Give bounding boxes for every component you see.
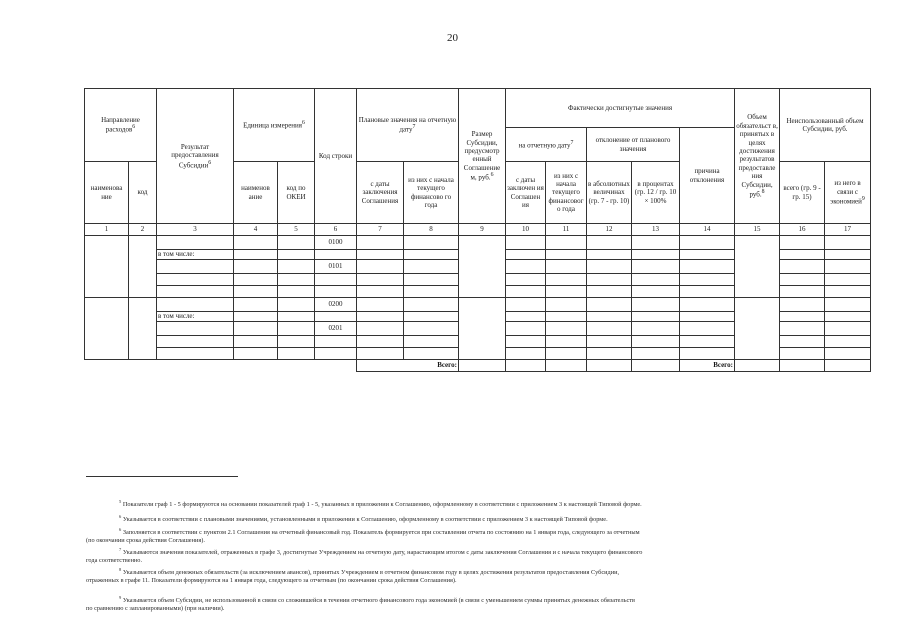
- footnote-continuation: года соответственно.: [86, 557, 143, 564]
- header-rezultat: Результат предоставления Субсидии$^6$: [157, 89, 234, 224]
- header-kod-stroki: Код строки: [315, 89, 357, 224]
- col-number: 11: [546, 224, 587, 236]
- header-naimenovanie: наименова ние: [85, 162, 129, 224]
- col-number: 15: [735, 224, 780, 236]
- row-label: в том числе:: [157, 250, 234, 260]
- footnote: $^7$ Указываются значения показателей, отраженных в графе 3, достигнутые Учреждением на отчетную дату, нарастающим итогом с даты заключения Соглашения и с начала текущего финансового: [119, 547, 643, 557]
- footnote-continuation: по сравнению с запланированными) (при наличии).: [86, 605, 225, 612]
- footnote: $^8$ Указывается объем денежных обязательств (за исключением авансов), принятых Учреждением в отчетном финансовом году в целях достижения результатов предоставления Субсидии,: [119, 567, 620, 577]
- header-s-daty: с даты заключения Соглашения: [357, 162, 404, 224]
- header-naimenovanie-ed: наименов ание: [234, 162, 278, 224]
- header-prichina: причина отклонения: [680, 128, 735, 224]
- col-number: 10: [506, 224, 546, 236]
- col-number: 16: [780, 224, 825, 236]
- table-row: [85, 298, 871, 312]
- footnote-separator: [86, 476, 238, 477]
- header-kod-okei: код по ОКЕИ: [278, 162, 315, 224]
- footnote-continuation: отраженных в графе 11. Показатели формируются на 1 января года, следующего за отчетным (по окончании срока действия Соглашения).: [86, 577, 457, 584]
- header-fakt: Фактически достигнутые значения: [506, 89, 735, 128]
- header-obem: Объем обязательст в, принятых в целях достижения результатов предоставле ния Субсидии, руб.$^8$: [735, 89, 780, 224]
- header-plan: Плановые значения на отчетную дату$^7$: [357, 89, 459, 162]
- col-number: 17: [825, 224, 871, 236]
- footnote-continuation: (по окончании срока действия Соглашения).: [86, 537, 205, 544]
- footnote: $^9$ Указывается объем Субсидии, не использованной в связи со сложившейся в течении отчетного финансового года экономией (в связи с уменьшением суммы принятых денежных обязательств: [119, 595, 635, 605]
- total-label: Всего:: [357, 360, 459, 372]
- report-table: [84, 88, 871, 372]
- footnote: $^6$ Указывается в соответствии с плановыми значениями, установленными в приложении к Соглашению, оформленному в соответствии с приложением 3 к настоящей Типовой форме.: [119, 514, 608, 524]
- total-label-fakt: Всего:: [680, 360, 735, 372]
- row-code: 0101: [315, 260, 357, 274]
- col-number: 9: [459, 224, 506, 236]
- col-number: 12: [587, 224, 632, 236]
- table-row: [85, 236, 871, 250]
- col-number: 6: [315, 224, 357, 236]
- header-v-abs: в абсолютных величинах (гр. 7 - гр. 10): [587, 162, 632, 224]
- col-number: 7: [357, 224, 404, 236]
- col-number: 3: [157, 224, 234, 236]
- footnote: $^6$ Заполняется в соответствии с пунктом 2.1 Соглашения на отчетный финансовый год. Показатель формируется при составлении отчета по состоянию на 1 января года, следующего за отчетным: [119, 527, 640, 537]
- total-row: [85, 360, 871, 372]
- footnote: $^5$ Показатели граф 1 - 5 формируются на основании показателей граф 1 - 5, указанных в приложении к Соглашению, оформленному в соответствии с приложением 3 к настоящей Типовой форме.: [119, 499, 642, 509]
- header-iz-nego: из него в связи с экономией$^9$: [825, 162, 871, 224]
- row-label: в том числе:: [157, 312, 234, 322]
- column-numbers-row: [85, 224, 871, 236]
- row-code: 0200: [315, 298, 357, 312]
- col-number: 13: [632, 224, 680, 236]
- row-code: 0201: [315, 322, 357, 336]
- header-neispolz: Неиспользованный объем Субсидии, руб.: [780, 89, 871, 162]
- col-number: 1: [85, 224, 129, 236]
- header-razmer: Размер Субсидии, предусмотр енный Соглашение м, руб.$^6$: [459, 89, 506, 224]
- header-na-otchet: на отчетную дату$^7$: [506, 128, 587, 162]
- header-edinica: Единица измерения$^6$: [234, 89, 315, 162]
- col-number: 8: [404, 224, 459, 236]
- header-v-proc: в процентах (гр. 12 / гр. 10 × 100%: [632, 162, 680, 224]
- header-otklonenie: отклонение от планового значения: [587, 128, 680, 162]
- header-iz-nih-fakt: из них с начала текущего финансовог о года: [546, 162, 587, 224]
- col-number: 5: [278, 224, 315, 236]
- header-kod: код: [129, 162, 157, 224]
- header-vsego: всего (гр. 9 - гр. 15): [780, 162, 825, 224]
- col-number: 14: [680, 224, 735, 236]
- header-napravlenie: Направление расходов$^6$: [85, 89, 157, 162]
- header-s-daty-fakt: с даты заключен ия Соглашен ия: [506, 162, 546, 224]
- page-number: 20: [447, 32, 458, 44]
- col-number: 2: [129, 224, 157, 236]
- col-number: 4: [234, 224, 278, 236]
- row-code: 0100: [315, 236, 357, 250]
- header-iz-nih: из них с начала текущего финансово го года: [404, 162, 459, 224]
